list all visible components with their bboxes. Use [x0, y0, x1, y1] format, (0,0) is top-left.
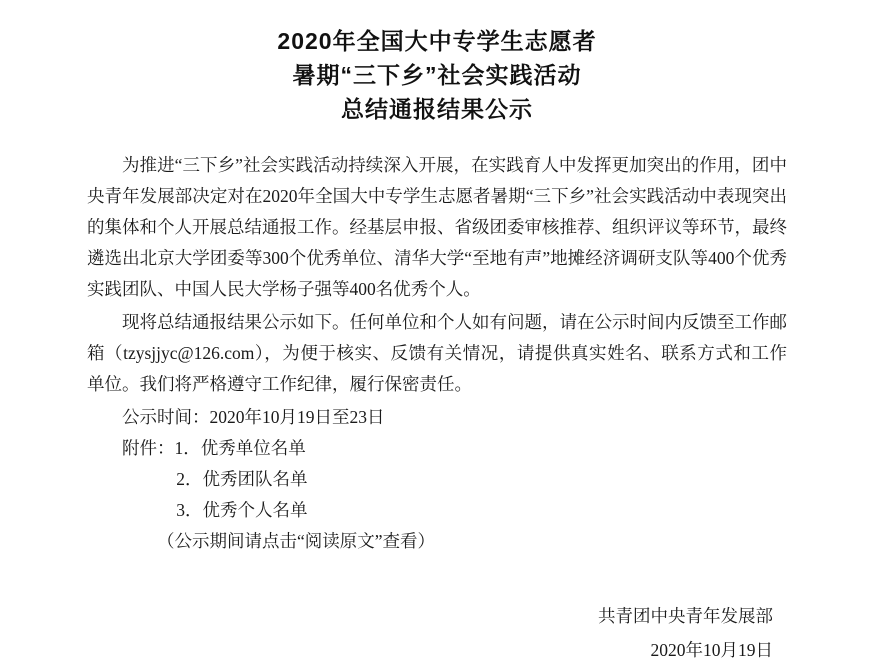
- title-line-1: 2020年全国大中专学生志愿者: [277, 28, 597, 54]
- paragraph-2: 现将总结通报结果公示如下。任何单位和个人如有问题，请在公示时间内反馈至工作邮箱（tzysjjyc@126.com），为便于核实、反馈有关情况，请提供真实姓名、联系方式和工作单位。我们将严格遵守工作纪律，履行保密责任。: [87, 312, 787, 394]
- title-line-2: 暑期“三下乡”社会实践活动: [292, 62, 582, 88]
- attachment-item-3: 3．优秀个人名单: [176, 500, 308, 520]
- attachment-list: [87, 433, 787, 557]
- signature-org: 共青团中央青年发展部: [598, 606, 773, 626]
- attachment-note: （公示期间请点击“阅读原文”查看）: [157, 531, 436, 551]
- title-line-3: 总结通报结果公示: [341, 96, 533, 122]
- document-body: [87, 126, 787, 557]
- signature-date: 2020年10月19日: [650, 640, 773, 660]
- document-page: [0, 24, 874, 666]
- notice-time: 公示时间：2020年10月19日至23日: [122, 407, 385, 427]
- attachment-item-2: 2．优秀团队名单: [176, 469, 308, 489]
- signature-block: [87, 599, 787, 667]
- document-title: [0, 24, 874, 126]
- attachment-item-1: 附件：1．优秀单位名单: [122, 438, 306, 458]
- paragraph-1: 为推进“三下乡”社会实践活动持续深入开展，在实践育人中发挥更加突出的作用，团中央青年发展部决定对在2020年全国大中专学生志愿者暑期“三下乡”社会实践活动中表现突出的集体和个人开展总结通报工作。经基层申报、省级团委审核推荐、组织评议等环节，最终遴选出北京大学团委等300个优秀单位、清华大学“至地有声”地摊经济调研支队等400个优秀实践团队、中国人民大学杨子强等400名优秀个人。: [87, 155, 787, 299]
